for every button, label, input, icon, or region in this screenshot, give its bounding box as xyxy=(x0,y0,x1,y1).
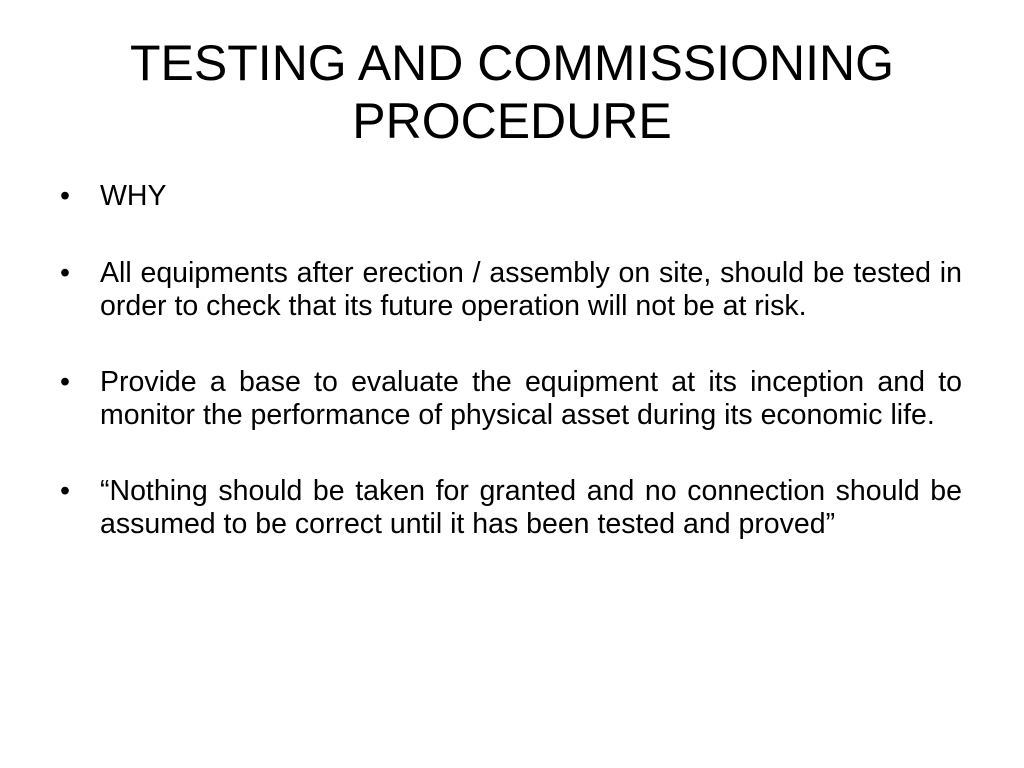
slide-title-line-1: TESTING AND COMMISSIONING xyxy=(130,35,894,91)
bullet-item-baseline-evaluation xyxy=(60,366,962,432)
bullet-text: All equipments after erection / assembly on site, should be tested in order to check that its future operation will not be at risk. xyxy=(100,257,962,322)
bullet-text: Provide a base to evaluate the equipment at its inception and to monitor the performance of physical asset during its economic life. xyxy=(100,366,962,431)
bullet-dot-icon: • xyxy=(60,180,70,212)
bullet-item-testing-reason xyxy=(60,257,962,323)
bullet-item-why xyxy=(60,180,962,213)
bullet-dot-icon: • xyxy=(60,366,70,398)
slide-title-line-2: PROCEDURE xyxy=(352,93,672,149)
bullet-dot-icon: • xyxy=(60,257,70,289)
slide-title xyxy=(50,34,974,150)
bullet-item-quote xyxy=(60,475,962,541)
bullet-dot-icon: • xyxy=(60,475,70,507)
bullet-list xyxy=(60,180,962,584)
bullet-text: “Nothing should be taken for granted and no connection should be assumed to be correct until it has been tested and proved” xyxy=(100,475,962,540)
bullet-text: WHY xyxy=(100,180,167,212)
